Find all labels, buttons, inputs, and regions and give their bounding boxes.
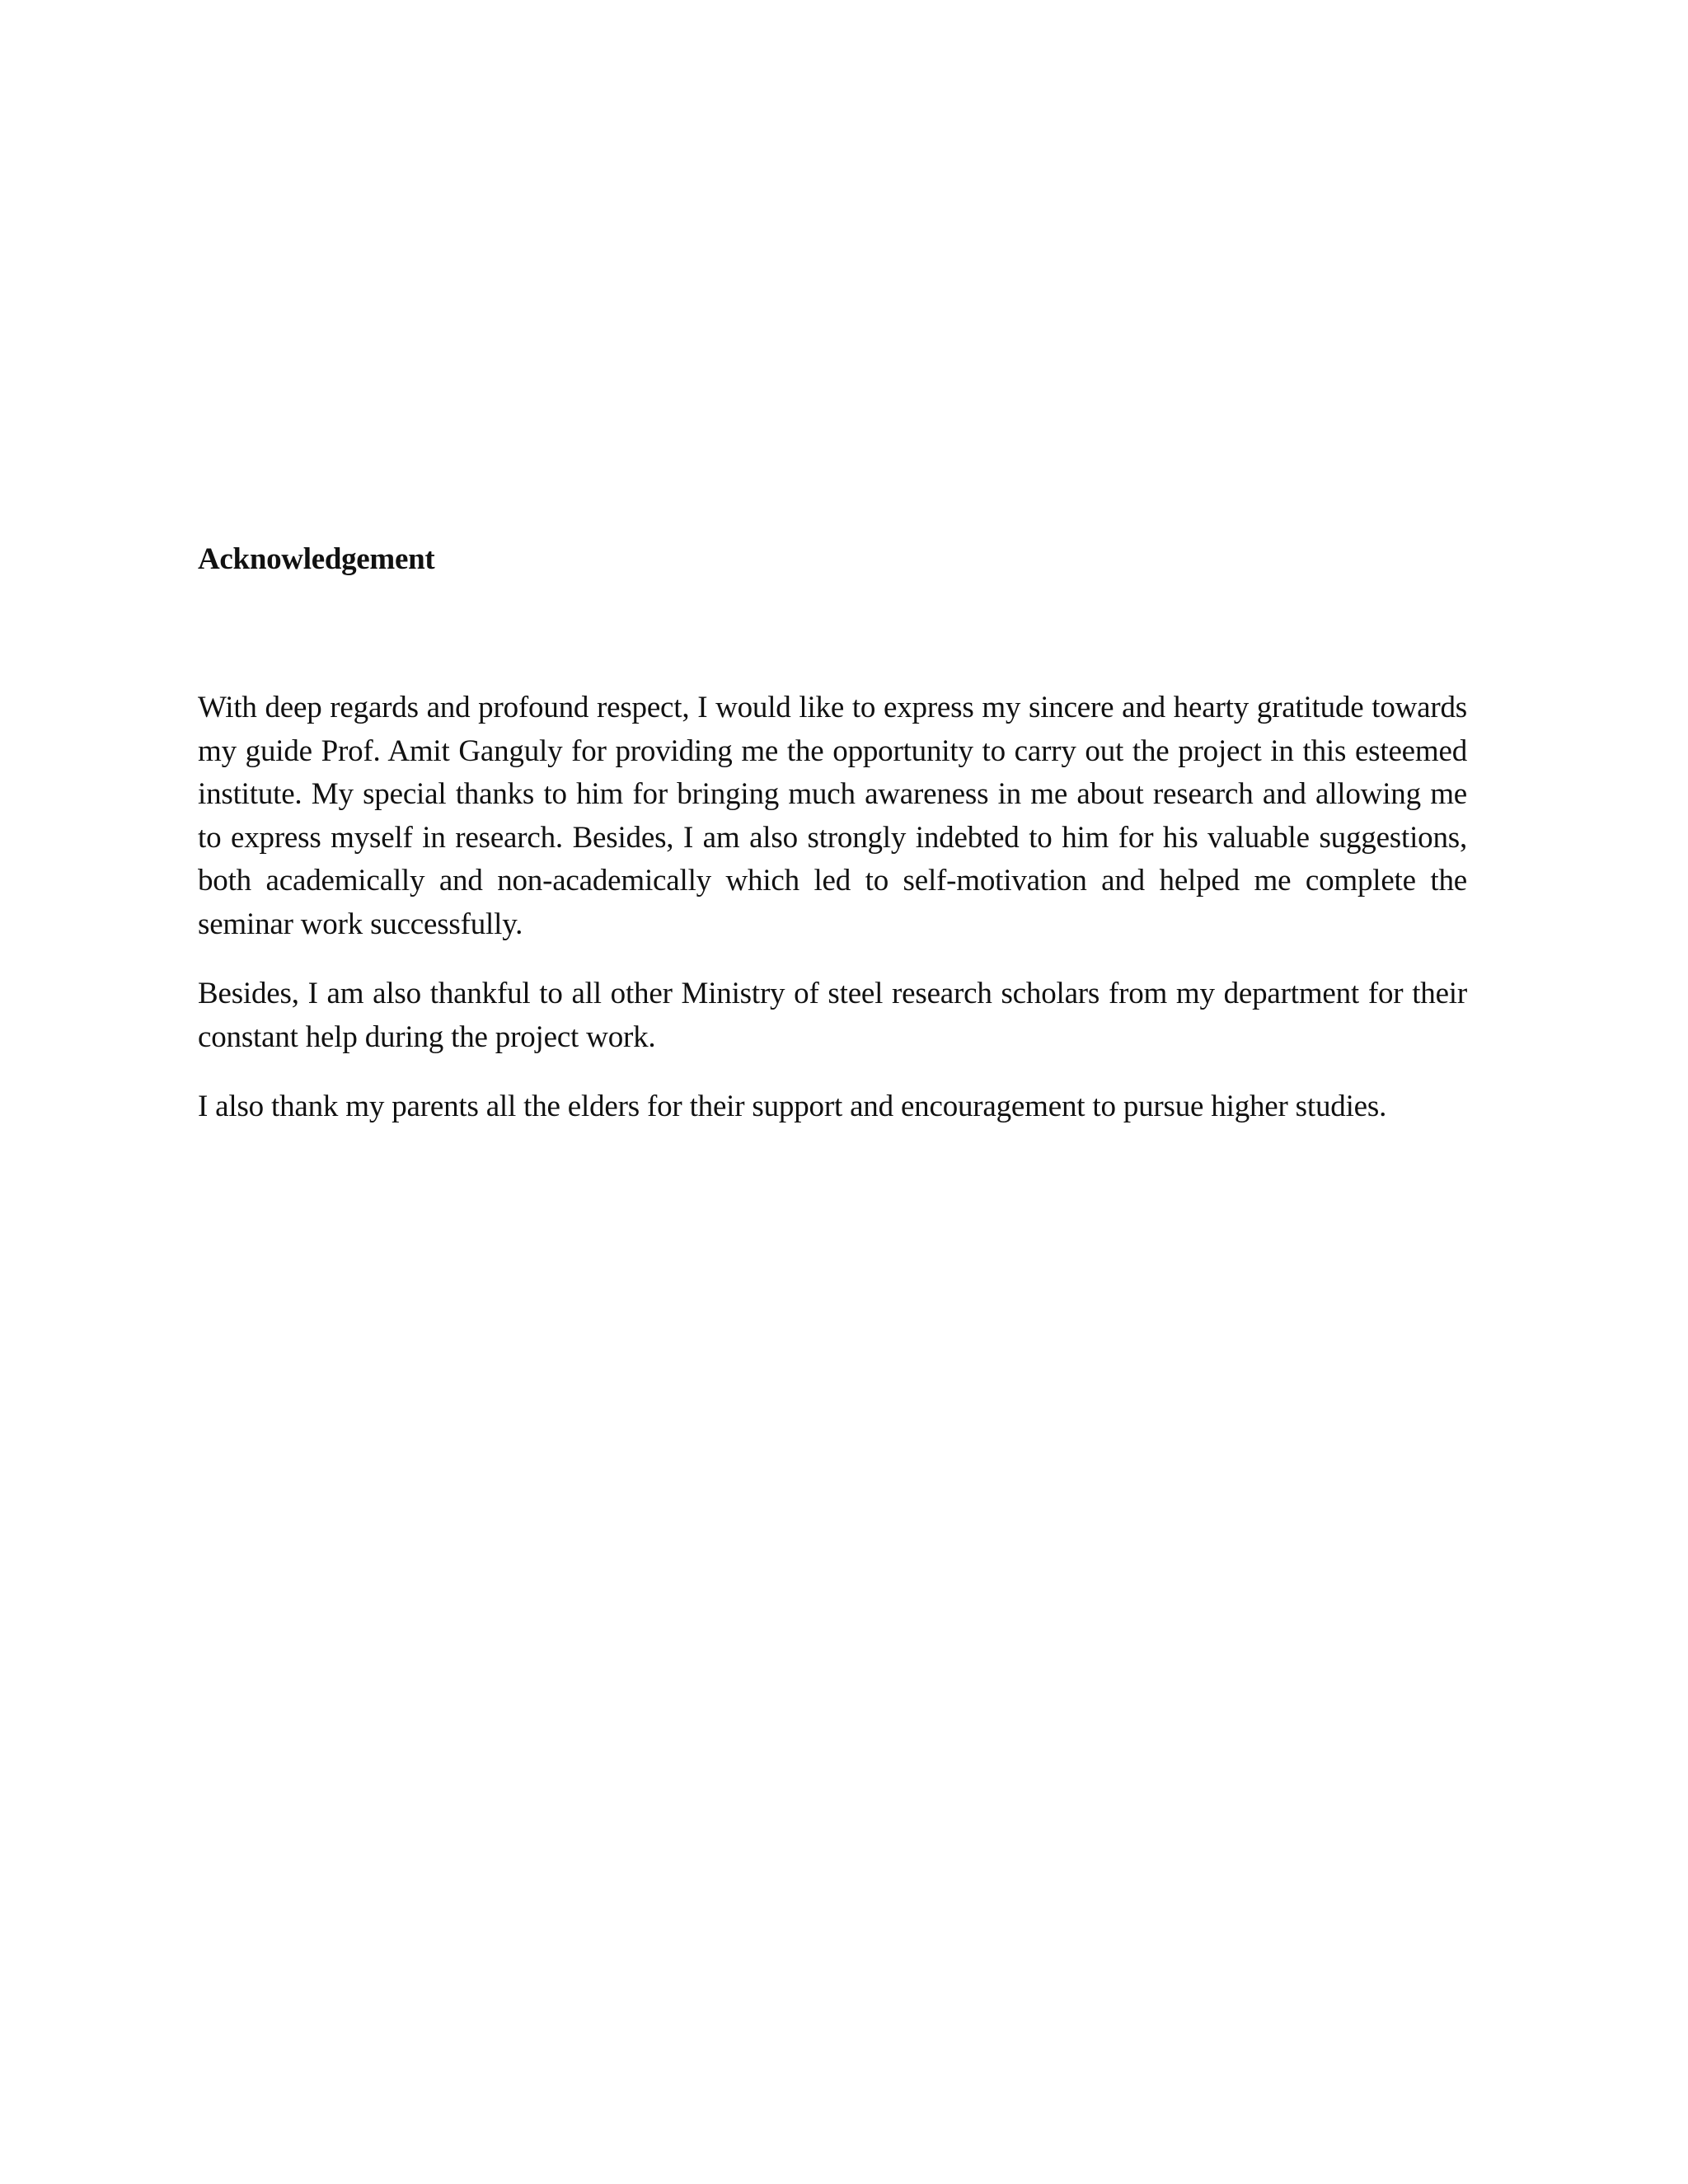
page-title: Acknowledgement: [198, 542, 435, 576]
paragraph-gratitude-guide: With deep regards and profound respect, I would like to express my sincere and hearty gratitude towards my guide Prof. Amit Ganguly for providing me the opportunity to carry out the project in this esteemed institute. My special thanks to him for bringing much awareness in me about research and allowing me to express myself in research. Besides, I am also strongly indebted to him for his valuable suggestions, both academically and non-academically which led to self-motivation and helped me complete the seminar work successfully.: [198, 691, 1467, 941]
paragraph-thanks-parents: I also thank my parents all the elders for their support and encouragement to pursue higher studies.: [198, 1090, 1387, 1123]
document-body: [198, 540, 1467, 1155]
paragraph-thanks-scholars: Besides, I am also thankful to all other Ministry of steel research scholars from my department for their constant help during the project work.: [198, 977, 1467, 1054]
